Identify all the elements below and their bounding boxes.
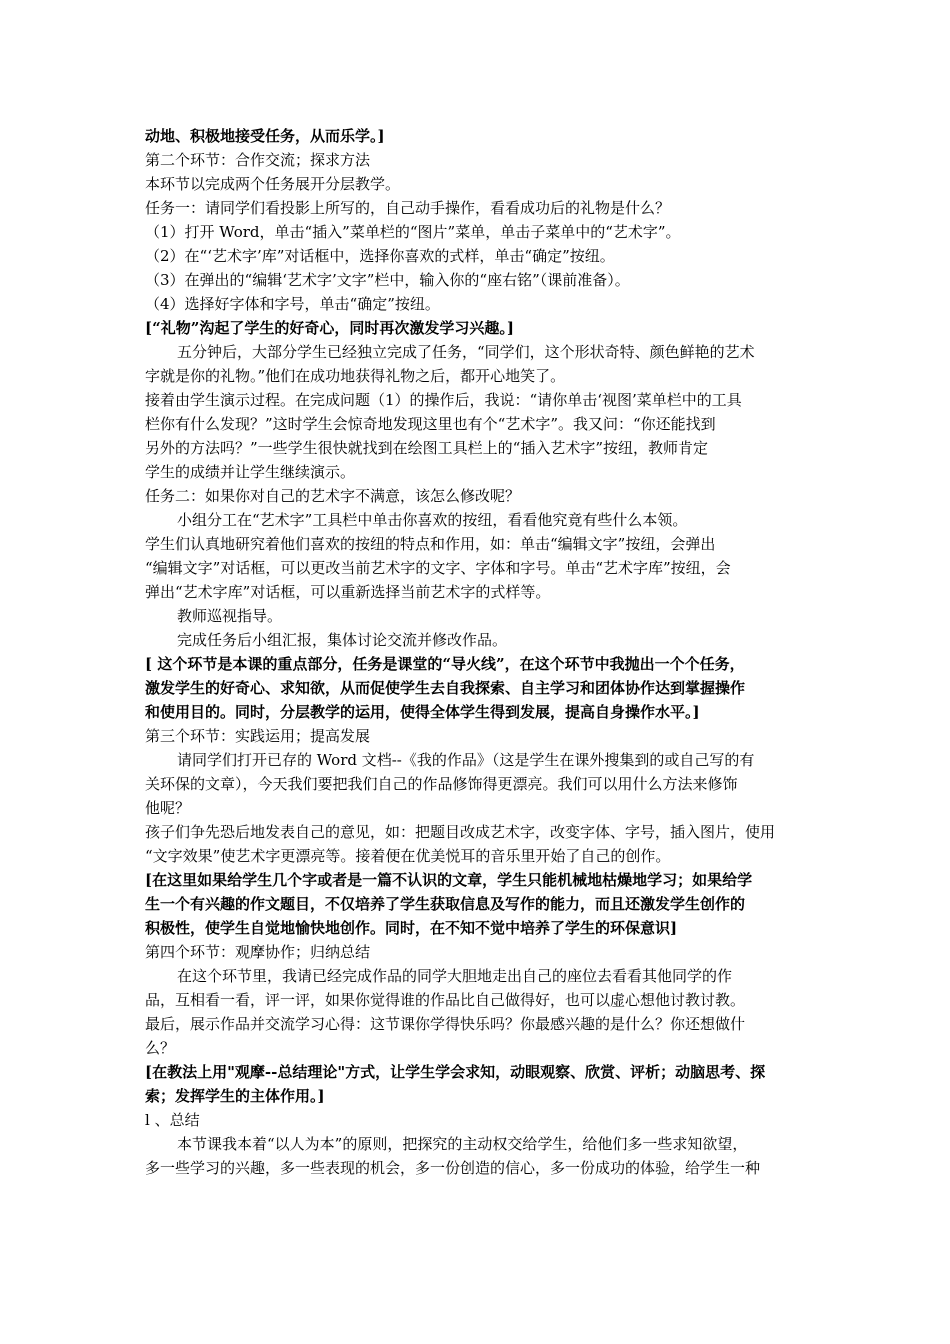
body-paragraph xyxy=(145,340,815,388)
text-line: 字就是你的礼物。”他们在成功地获得礼物之后，都开心地笑了。 xyxy=(145,367,566,385)
body-paragraph xyxy=(145,1012,815,1060)
commentary-paragraph xyxy=(145,868,815,940)
text-line: 五分钟后，大部分学生已经独立完成了任务，“同学们，这个形状奇特、颜色鲜艳的艺术 xyxy=(177,343,755,361)
text-line: 他呢？ xyxy=(145,799,191,817)
text-line: 在这个环节里，我请已经完成作品的同学大胆地走出自己的座位去看看其他同学的作 xyxy=(177,967,733,985)
text-line: 本节课我本着“以人为本”的原则，把探究的主动权交给学生，给他们多一些求知欲望， xyxy=(177,1135,748,1153)
text-line: 小组分工在“艺术字”工具栏中单击你喜欢的按纽，看看他究竟有些什么本领。 xyxy=(177,511,688,529)
body-paragraph xyxy=(145,268,815,292)
commentary-paragraph xyxy=(145,316,815,340)
text-line: 第二个环节：合作交流；探求方法 xyxy=(145,151,371,169)
body-paragraph xyxy=(145,820,815,868)
body-paragraph xyxy=(145,1108,815,1132)
body-paragraph xyxy=(145,748,815,820)
body-paragraph xyxy=(145,1132,815,1180)
text-line: 另外的方法吗？”一些学生很快就找到在绘图工具栏上的“插入艺术字”按纽，教师肯定 xyxy=(145,439,709,457)
body-paragraph xyxy=(145,388,815,484)
text-line: （3）在弹出的“编辑‘艺术字’文字”栏中，输入你的“座右铭”（课前准备）。 xyxy=(145,271,630,289)
text-line: 激发学生的好奇心、求知欲，从而促使学生去自我探索、自主学习和团体协作达到掌握操作 xyxy=(145,679,746,697)
body-paragraph xyxy=(145,940,815,964)
text-line: 多一些学习的兴趣，多一些表现的机会，多一份创造的信心，多一份成功的体验，给学生一种 xyxy=(145,1159,761,1177)
body-paragraph xyxy=(145,148,815,172)
text-line: [“礼物”沟起了学生的好奇心，同时再次激发学习兴趣。] xyxy=(145,319,514,337)
text-line: 孩子们争先恐后地发表自己的意见，如：把题目改成艺术字，改变字体、字号，插入图片，使用 xyxy=(145,823,776,841)
text-line: 学生的成绩并让学生继续演示。 xyxy=(145,463,356,481)
text-line: 索；发挥学生的主体作用。] xyxy=(145,1087,325,1105)
body-paragraph xyxy=(145,172,815,196)
text-line: [在这里如果给学生几个字或者是一篇不认识的文章，学生只能机械地枯燥地学习；如果给学 xyxy=(145,871,753,889)
text-line: “编辑文字”对话框，可以更改当前艺术字的文字、字体和字号。单击“艺术字库”按纽，会 xyxy=(145,559,731,577)
body-paragraph xyxy=(145,484,815,508)
text-line: （1）打开 Word，单击“插入”菜单栏的“图片”菜单，单击子菜单中的“艺术字”。 xyxy=(145,223,681,241)
text-line: 积极性，使学生自觉地愉快地创作。同时，在不知不觉中培养了学生的环保意识] xyxy=(145,919,678,937)
text-line: 任务一：请同学们看投影上所写的，自己动手操作，看看成功后的礼物是什么？ xyxy=(145,199,671,217)
text-line: 动地、积极地接受任务，从而乐学。] xyxy=(145,127,385,145)
text-line: 第四个环节：观摩协作；归纳总结 xyxy=(145,943,371,961)
text-line: 请同学们打开已存的 Word 文档--《我的作品》（这是学生在课外搜集到的或自己写的有 xyxy=(177,751,755,769)
text-line: l 、总结 xyxy=(145,1111,200,1129)
text-line: “文字效果”使艺术字更漂亮等。接着便在优美悦耳的音乐里开始了自己的创作。 xyxy=(145,847,671,865)
text-line: 生一个有兴趣的作文题目，不仅培养了学生获取信息及写作的能力，而且还激发学生创作的 xyxy=(145,895,746,913)
text-line: 学生们认真地研究着他们喜欢的按纽的特点和作用，如：单击“编辑文字”按纽，会弹出 xyxy=(145,535,716,553)
body-paragraph xyxy=(145,964,815,1012)
body-paragraph xyxy=(145,724,815,748)
commentary-paragraph xyxy=(145,1060,815,1108)
body-paragraph xyxy=(145,628,815,652)
text-line: 最后，展示作品并交流学习心得：这节课你学得快乐吗？你最感兴趣的是什么？你还想做什 xyxy=(145,1015,746,1033)
body-paragraph xyxy=(145,220,815,244)
text-line: 接着由学生演示过程。在完成问题（1）的操作后，我说：“请你单击‘视图’菜单栏中的工具 xyxy=(145,391,742,409)
commentary-paragraph xyxy=(145,124,815,148)
text-line: 么？ xyxy=(145,1039,176,1057)
text-line: [在教法上用"观摩--总结理论"方式，让学生学会求知，动眼观察、欣赏、评析；动脑思考、探 xyxy=(145,1063,766,1081)
text-line: 品，互相看一看，评一评，如果你觉得谁的作品比自己做得好，也可以虚心想他讨教讨教。 xyxy=(145,991,746,1009)
text-line: 栏你有什么发现？”这时学生会惊奇地发现这里也有个“艺术字”。我又问：“你还能找到 xyxy=(145,415,716,433)
body-paragraph xyxy=(145,532,815,604)
text-line: 关环保的文章），今天我们要把我们自己的作品修饰得更漂亮。我们可以用什么方法来修饰 xyxy=(145,775,738,793)
text-line: （2）在“‘艺术字’库”对话框中，选择你喜欢的式样，单击“确定”按纽。 xyxy=(145,247,615,265)
text-line: 弹出“艺术字库”对话框，可以重新选择当前艺术字的式样等。 xyxy=(145,583,551,601)
body-paragraph xyxy=(145,604,815,628)
text-line: 和使用目的。同时，分层教学的运用，使得全体学生得到发展，提高自身操作水平。] xyxy=(145,703,700,721)
text-line: 本环节以完成两个任务展开分层教学。 xyxy=(145,175,401,193)
text-line: 教师巡视指导。 xyxy=(177,607,283,625)
text-line: 完成任务后小组汇报，集体讨论交流并修改作品。 xyxy=(177,631,508,649)
commentary-paragraph xyxy=(145,652,815,724)
document-page xyxy=(145,124,815,1180)
body-paragraph xyxy=(145,244,815,268)
text-line: 第三个环节：实践运用；提高发展 xyxy=(145,727,371,745)
body-paragraph xyxy=(145,292,815,316)
body-paragraph xyxy=(145,196,815,220)
text-line: [ 这个环节是本课的重点部分，任务是课堂的“导火线”，在这个环节中我抛出一个个任务， xyxy=(145,655,745,673)
text-line: 任务二：如果你对自己的艺术字不满意，该怎么修改呢？ xyxy=(145,487,521,505)
text-line: （4）选择好字体和字号，单击“确定”按纽。 xyxy=(145,295,440,313)
body-paragraph xyxy=(145,508,815,532)
